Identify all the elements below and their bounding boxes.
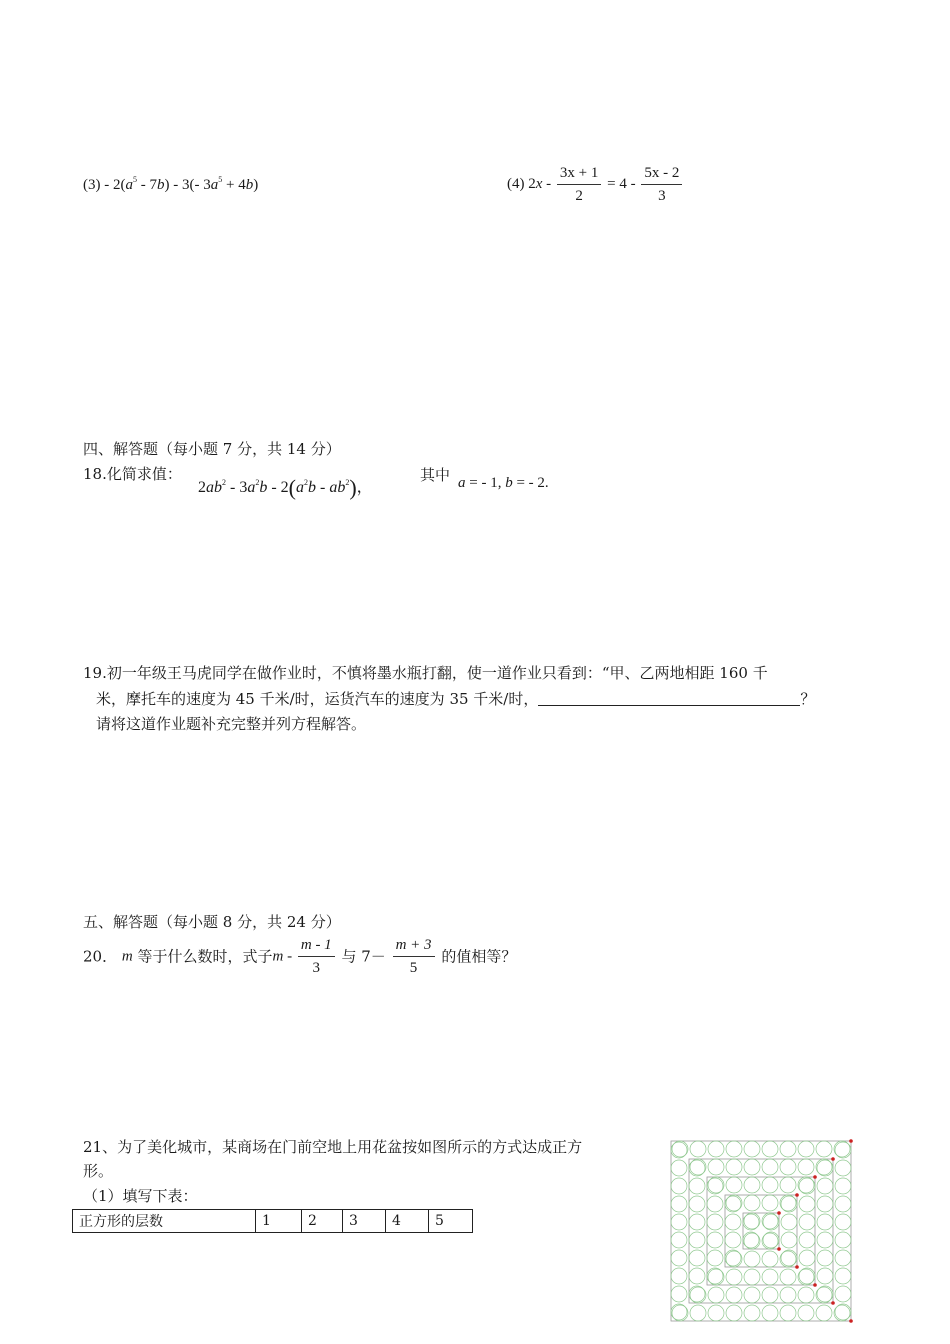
table-header-cell: 正方形的层数 [73, 1210, 256, 1233]
exponent: 2 [345, 478, 350, 487]
expr-part: = 4 - [607, 176, 640, 192]
var-a: a [210, 177, 219, 193]
flower-pot-circle [671, 1160, 687, 1176]
flower-pot-circle [708, 1159, 724, 1175]
expr-part: ab [206, 479, 222, 496]
flower-pot-circle [835, 1304, 851, 1320]
corner-dot [849, 1139, 853, 1143]
fraction-1 [557, 164, 601, 205]
text: ？ [800, 690, 816, 708]
flower-pot-circle [690, 1141, 706, 1157]
square-outline [725, 1195, 797, 1267]
question-21-line-2: 形。 [83, 1162, 114, 1180]
flower-pot-circle [744, 1251, 760, 1267]
flower-pot-circle [689, 1160, 705, 1176]
table-cell: 3 [343, 1210, 386, 1233]
expr-part: - [315, 479, 330, 496]
flower-pot-circle [781, 1214, 797, 1230]
flower-pot-circle [726, 1159, 742, 1175]
question-number: 20． [83, 947, 118, 966]
flower-pot-circle [726, 1141, 742, 1157]
expr-part: + 4 [222, 177, 246, 193]
expr-part: 2 [528, 176, 536, 192]
flower-pot-circle [708, 1305, 724, 1321]
flower-pot-circle [834, 1141, 850, 1157]
flower-pot-circle [671, 1232, 687, 1248]
flower-pot-circle [781, 1232, 797, 1248]
table-cell: 5 [429, 1210, 473, 1233]
fraction-denominator: 3 [658, 188, 666, 204]
question-21-line-1: 21、为了美化城市，某商场在门前空地上用花盆按如图所示的方式达成正方 [83, 1138, 583, 1156]
fraction-denominator: 2 [575, 188, 583, 204]
flower-pot-circle [671, 1142, 687, 1158]
table-cell: 4 [386, 1210, 429, 1233]
flower-pot-circle [707, 1268, 723, 1284]
paren: ( [288, 475, 296, 500]
fraction-numerator: m + 3 [393, 936, 435, 957]
exponent: 2 [303, 478, 308, 487]
corner-dot [777, 1211, 781, 1215]
flower-pot-circle [835, 1196, 851, 1212]
var-x: x [535, 176, 543, 192]
text: 米，摩托车的速度为 45 千米/时，运货汽车的速度为 35 千米/时， [96, 690, 539, 708]
flower-pot-circle [762, 1251, 778, 1267]
flower-pot-circle [762, 1287, 778, 1303]
layers-table [72, 1209, 473, 1233]
flower-pot-circle [744, 1305, 760, 1321]
flower-pot-circle [744, 1159, 760, 1175]
paren: ) [349, 475, 357, 500]
corner-dot [813, 1283, 817, 1287]
question-prompt: 化简求值： [106, 465, 182, 483]
flower-pot-circle [744, 1195, 760, 1211]
comma: ， [356, 479, 373, 496]
expr-part: - 2( [104, 177, 126, 193]
flower-pot-circle [689, 1286, 705, 1302]
var-a: a [125, 177, 133, 193]
var-m: m [272, 948, 284, 965]
var-b: b [505, 475, 513, 491]
flower-pot-circle [798, 1287, 814, 1303]
flower-pot-circle [762, 1305, 778, 1321]
problem-3 [83, 175, 258, 194]
flower-pot-circle [817, 1250, 833, 1266]
fraction-2 [393, 936, 435, 977]
flower-pot-circle [762, 1159, 778, 1175]
flower-pot-circle [743, 1214, 759, 1230]
flower-pot-circle [708, 1141, 724, 1157]
flower-pot-circle [780, 1305, 796, 1321]
flower-pot-circle [835, 1214, 851, 1230]
exponent: 2 [255, 478, 260, 487]
flower-pot-circle [671, 1196, 687, 1212]
expr-part: = - 1, [465, 475, 506, 491]
flower-pot-circle [725, 1196, 741, 1212]
flower-pot-circle [817, 1214, 833, 1230]
flower-pot-circle [707, 1196, 723, 1212]
section-5-heading: 五、解答题（每小题 8 分，共 24 分） [83, 913, 341, 931]
expr-part: ) [253, 177, 259, 193]
flower-pot-circle [671, 1250, 687, 1266]
flower-pot-circle [799, 1268, 815, 1284]
flower-pot-circle [744, 1269, 760, 1285]
flower-pot-circle [798, 1177, 814, 1193]
var-b: b [157, 177, 165, 193]
expr-part: a [247, 479, 256, 496]
flower-pot-circle [835, 1160, 851, 1176]
corner-dot [849, 1319, 853, 1323]
flower-pot-circle [798, 1159, 814, 1175]
var-m: m [121, 948, 133, 965]
flower-pot-circle [726, 1287, 742, 1303]
expr-part: - [542, 176, 555, 192]
question-18-expression [198, 474, 373, 501]
flower-pot-circle [743, 1232, 759, 1248]
flower-pot-circle [780, 1195, 796, 1211]
flower-pot-circle [762, 1213, 778, 1229]
problem-3-label: (3) [83, 177, 101, 193]
flower-pot-circle [671, 1304, 687, 1320]
flower-pot-circle [799, 1250, 815, 1266]
problem-4-label: (4) [507, 176, 525, 192]
flower-pot-circle [799, 1214, 815, 1230]
question-19-line-1: 19.初一年级王马虎同学在做作业时，不慎将墨水瓶打翻，使一道作业只看到：“甲、乙两地相距 160 千 [83, 664, 768, 682]
flower-pot-circle [835, 1178, 851, 1194]
flower-pot-circle [780, 1177, 796, 1193]
flower-pot-circle [780, 1141, 796, 1157]
flower-pot-circle [689, 1250, 705, 1266]
flower-pot-circle [798, 1141, 814, 1157]
fraction-denominator: 5 [409, 960, 418, 976]
fraction-1 [298, 936, 335, 977]
expr-part: - [283, 948, 296, 965]
fraction-denominator: 3 [312, 960, 321, 976]
flower-pot-circle [689, 1268, 705, 1284]
fraction-numerator: 5x - 2 [641, 164, 682, 185]
flower-pot-circle [835, 1250, 851, 1266]
flower-pot-circle [744, 1287, 760, 1303]
flower-pot-circle [744, 1141, 760, 1157]
flower-pot-circle [725, 1214, 741, 1230]
var-b: b [245, 177, 254, 193]
exponent: 2 [222, 478, 226, 487]
flower-pot-circle [708, 1287, 724, 1303]
flower-pot-circle [817, 1286, 833, 1302]
square-outline [671, 1141, 851, 1321]
flower-pot-circle [671, 1268, 687, 1284]
expr-part: b [259, 479, 268, 496]
question-19-line-2 [96, 688, 815, 710]
flower-pot-circle [707, 1178, 723, 1194]
question-21-sub-1: （1）填写下表： [83, 1187, 198, 1205]
corner-dot [831, 1301, 835, 1305]
fraction-numerator: 3x + 1 [557, 164, 601, 185]
expr-part: - 2 [267, 479, 289, 496]
square-outline [689, 1159, 833, 1303]
expr-part: - 7 [137, 177, 157, 193]
flower-pot-circle [707, 1214, 723, 1230]
text: 的值相等？ [441, 947, 517, 966]
flower-pot-circle [817, 1196, 833, 1212]
corner-dot [813, 1175, 817, 1179]
question-19-line-3: 请将这道作业题补充完整并列方程解答。 [96, 715, 367, 733]
text: 与 7－ [341, 947, 386, 966]
flower-pot-circle [781, 1250, 797, 1266]
expr-part: ) - 3(- 3 [164, 177, 211, 193]
expr-part: b [307, 479, 316, 496]
flower-pot-circle [671, 1214, 687, 1230]
flower-pot-circle [762, 1141, 778, 1157]
flower-pot-circle [780, 1287, 796, 1303]
flower-pot-circle [835, 1268, 851, 1284]
flower-pot-circle [726, 1269, 742, 1285]
flower-pot-circle [780, 1269, 796, 1285]
flower-pot-circle [690, 1305, 706, 1321]
flower-pot-circle [762, 1269, 778, 1285]
question-18-where: 其中 [420, 466, 451, 484]
flower-pot-circle [671, 1178, 687, 1194]
flower-pot-circle [799, 1196, 815, 1212]
flower-pot-circle [780, 1159, 796, 1175]
flower-pot-circle [816, 1305, 832, 1321]
flower-pot-circle [726, 1305, 742, 1321]
flower-pot-circle [762, 1195, 778, 1211]
flower-pot-circle [816, 1159, 832, 1175]
exponent: 5 [133, 175, 137, 184]
flower-pot-circle [725, 1232, 741, 1248]
flower-pot-circle [689, 1214, 705, 1230]
flower-pot-circle [817, 1178, 833, 1194]
flower-pot-circle [835, 1286, 851, 1302]
answer-blank [538, 690, 800, 706]
expr-part: = - 2. [512, 475, 549, 491]
text: 等于什么数时，式子 [137, 947, 273, 966]
flower-pot-circle [763, 1232, 779, 1248]
flower-pot-circle [707, 1232, 723, 1248]
corner-dot [795, 1265, 799, 1269]
flower-pot-circle [816, 1141, 832, 1157]
corner-dot [831, 1157, 835, 1161]
question-18 [83, 463, 182, 485]
table-row [73, 1210, 473, 1233]
corner-dot [777, 1247, 781, 1251]
flower-pot-circle [799, 1232, 815, 1248]
problem-4 [507, 164, 684, 205]
flower-pot-circle [725, 1250, 741, 1266]
expr-part: 2 [198, 479, 206, 496]
flower-pot-circle [817, 1232, 833, 1248]
expr-part: a [295, 479, 304, 496]
fraction-2 [641, 164, 682, 205]
expr-part: - 3 [226, 479, 248, 496]
expr-part: ab [329, 479, 346, 496]
flower-pot-circle [689, 1196, 705, 1212]
fraction-numerator: m - 1 [298, 936, 335, 957]
question-20 [83, 936, 516, 977]
table-cell: 1 [256, 1210, 302, 1233]
square-outline [743, 1213, 779, 1249]
table-cell: 2 [302, 1210, 343, 1233]
question-18-condition [458, 475, 549, 492]
flower-pot-circle [726, 1177, 742, 1193]
flower-pot-circle [744, 1177, 760, 1193]
flower-pot-circle [707, 1250, 723, 1266]
flower-pot-figure [666, 1136, 856, 1326]
corner-dot [795, 1193, 799, 1197]
flower-pot-circle [798, 1305, 814, 1321]
flower-pot-circle [835, 1232, 851, 1248]
flower-pot-circle [689, 1232, 705, 1248]
flower-pot-circle [817, 1268, 833, 1284]
flower-pot-circle [689, 1178, 705, 1194]
section-4-heading: 四、解答题（每小题 7 分，共 14 分） [83, 440, 341, 458]
question-number: 18. [83, 465, 107, 483]
exponent: 5 [218, 175, 223, 184]
flower-pot-circle [671, 1286, 687, 1302]
square-outline [707, 1177, 815, 1285]
var-a: a [458, 475, 466, 491]
flower-pot-circle [762, 1177, 778, 1193]
